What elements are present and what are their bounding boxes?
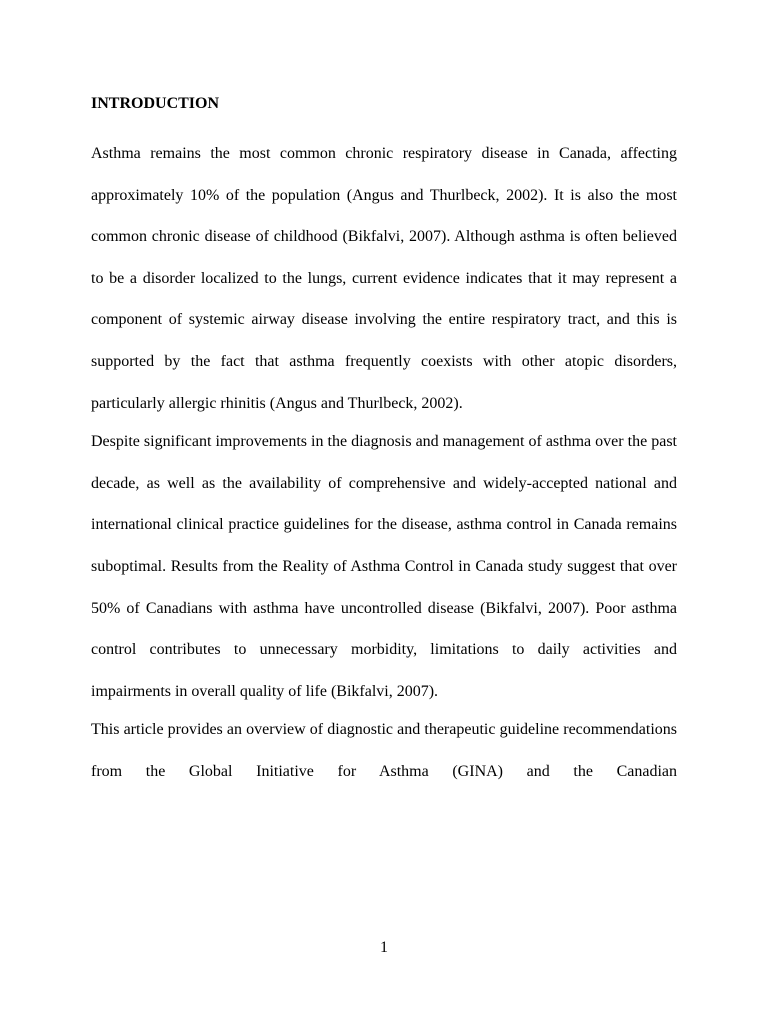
paragraph-3: This article provides an overview of diagnostic and therapeutic guideline recommendations from the Global Initiative for Asthma (GINA) and the Canadian <box>91 721 677 780</box>
section-heading: INTRODUCTION <box>91 95 220 112</box>
paragraph-2: Despite significant improvements in the diagnosis and management of asthma over the past decade, as well as the availability of comprehensive and widely-accepted national and international clinical practice guidelines for the disease, asthma control in Canada remains suboptimal. Results from the Reality of Asthma Control in Canada study suggest that over 50% of Canadians with asthma have uncontrolled disease (Bikfalvi, 2007). Poor asthma control contributes to unnecessary morbidity, limitations to daily activities and impairments in overall quality of life (Bikfalvi, 2007). <box>91 433 677 700</box>
page-number: 1 <box>380 939 388 956</box>
page-content <box>91 92 677 790</box>
paragraph-1: Asthma remains the most common chronic respiratory disease in Canada, affecting approximately 10% of the population (Angus and Thurlbeck, 2002). It is also the most common chronic disease of childhood (Bikfalvi, 2007). Although asthma is often believed to be a disorder localized to the lungs, current evidence indicates that it may represent a component of systemic airway disease involving the entire respiratory tract, and this is supported by the fact that asthma frequently coexists with other atopic disorders, particularly allergic rhinitis (Angus and Thurlbeck, 2002). <box>91 145 677 412</box>
